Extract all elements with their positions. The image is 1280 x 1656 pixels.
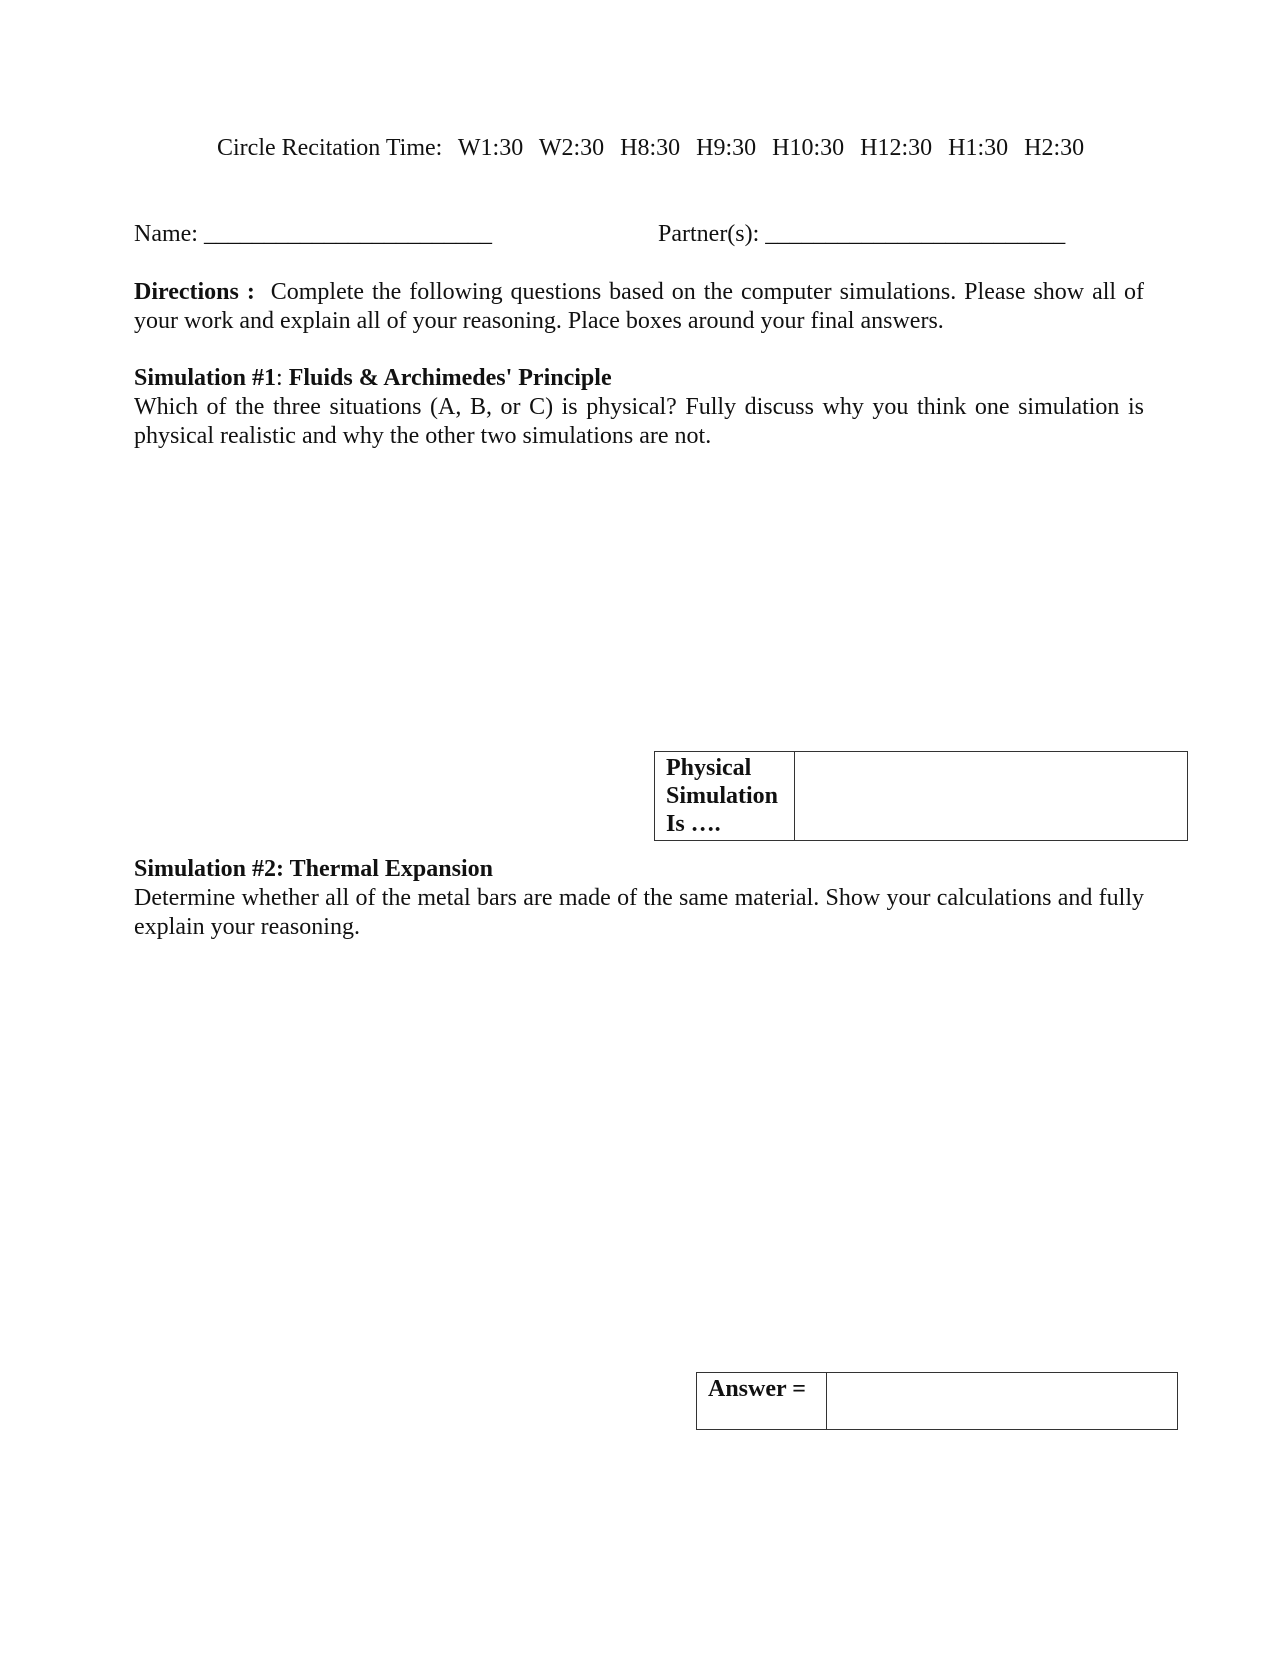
recitation-label: Circle Recitation Time: bbox=[217, 135, 443, 161]
recitation-time-option[interactable]: H9:30 bbox=[696, 135, 757, 161]
simulation2-title: Simulation #2: Thermal Expansion bbox=[134, 856, 493, 882]
simulation1-colon: : bbox=[276, 365, 283, 391]
simulation2-heading bbox=[134, 855, 493, 884]
simulation2-answer-box bbox=[696, 1372, 1178, 1430]
directions-label: Directions : bbox=[134, 279, 255, 305]
recitation-time-option[interactable]: H2:30 bbox=[1024, 135, 1085, 161]
simulation1-prompt: Which of the three situations (A, B, or C) is physical? Fully discuss why you think one simulation is physical realistic and why the other two simulations are not. bbox=[134, 394, 1144, 449]
recitation-time-option[interactable]: H8:30 bbox=[620, 135, 681, 161]
partners-field[interactable]: Partner(s): _________________________ bbox=[658, 221, 1066, 247]
recitation-time-option[interactable]: H10:30 bbox=[772, 135, 845, 161]
directions-paragraph bbox=[134, 278, 1144, 336]
simulation2-prompt: Determine whether all of the metal bars are made of the same material. Show your calculations and fully explain your reasoning. bbox=[134, 885, 1144, 940]
simulation2-answer-label: Answer = bbox=[697, 1373, 827, 1430]
simulation1-answer-field[interactable] bbox=[795, 752, 1188, 841]
name-field[interactable]: Name: ________________________ bbox=[134, 221, 492, 247]
simulation1-number: Simulation #1 bbox=[134, 365, 277, 391]
simulation1-heading bbox=[134, 364, 612, 393]
simulation2-answer-field[interactable] bbox=[827, 1373, 1178, 1430]
recitation-time-option[interactable]: H12:30 bbox=[860, 135, 933, 161]
simulation1-answer-box bbox=[654, 751, 1188, 841]
recitation-time-line bbox=[217, 134, 1084, 163]
directions-text: Complete the following questions based on the computer simulations. Please show all of your work and explain all of your reasoning. Place boxes around your final answers. bbox=[134, 279, 1145, 334]
simulation1-answer-label: Physical Simulation Is …. bbox=[655, 752, 795, 841]
recitation-time-option[interactable]: W2:30 bbox=[538, 135, 605, 161]
simulation1-title: Fluids & Archimedes' Principle bbox=[288, 365, 612, 391]
recitation-time-option[interactable]: H1:30 bbox=[948, 135, 1009, 161]
recitation-time-option[interactable]: W1:30 bbox=[457, 135, 524, 161]
